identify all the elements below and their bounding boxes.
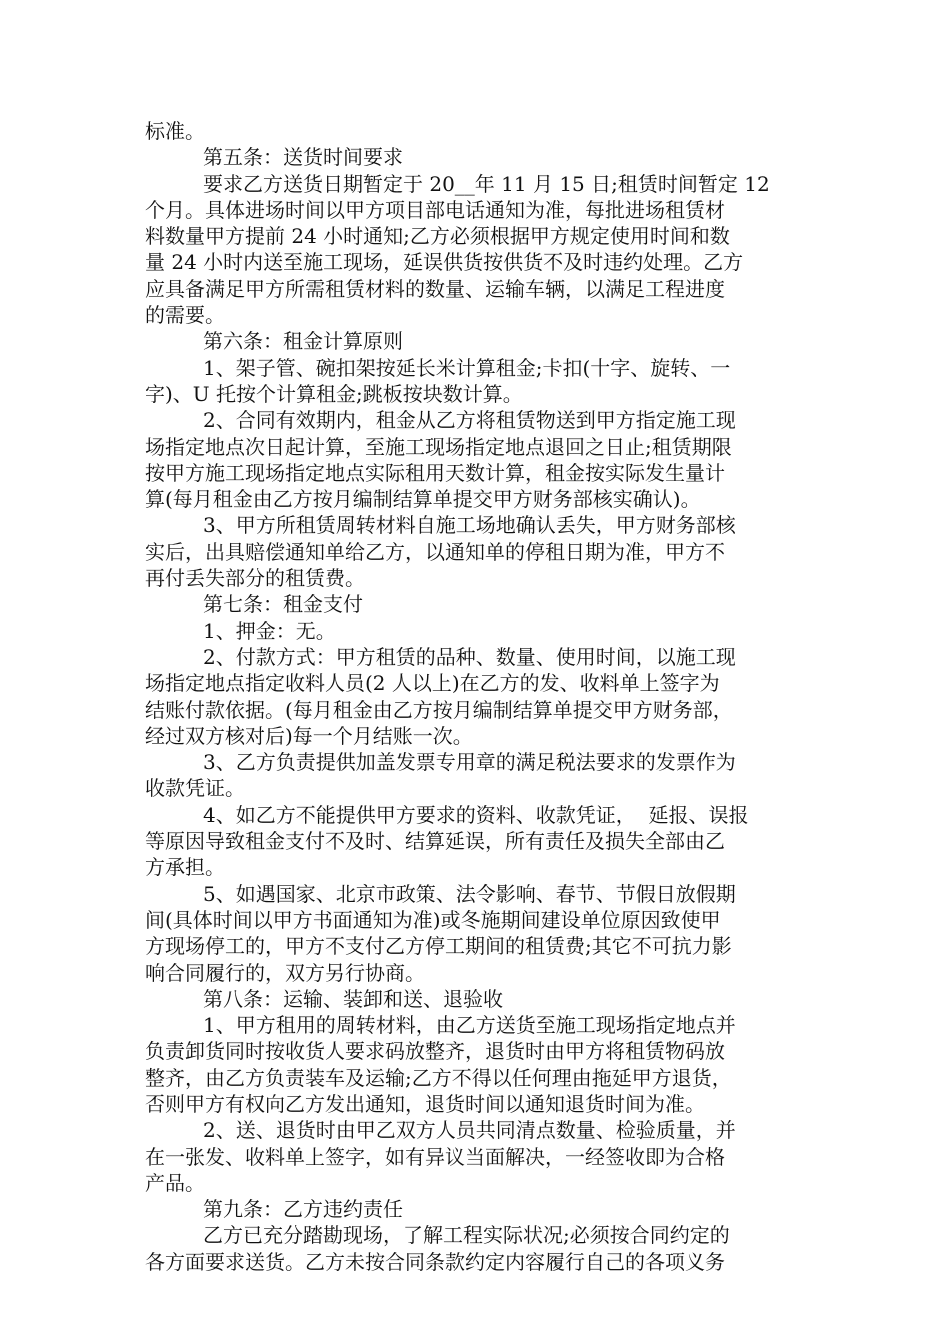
paragraph-line-indented: 要求乙方送货日期暂定于 20__年 11 月 15 日;租赁时间暂定 12 <box>203 171 770 196</box>
paragraph-line-indented: 1、甲方租用的周转材料，由乙方送货至施工现场指定地点并 <box>203 1013 736 1038</box>
paragraph-line: 应具备满足甲方所需租赁材料的数量、运输车辆，以满足工程进度 <box>145 276 725 301</box>
paragraph-line-indented: 第九条：乙方违约责任 <box>203 1197 403 1222</box>
paragraph-line: 按甲方施工现场指定地点实际租用天数计算，租金按实际发生量计 <box>145 460 725 485</box>
paragraph-line: 方现场停工的，甲方不支付乙方停工期间的租赁费;其它不可抗力影 <box>145 934 732 959</box>
paragraph-line: 个月。具体进场时间以甲方项目部电话通知为准，每批进场租赁材 <box>145 197 725 222</box>
paragraph-line-indented: 3、甲方所租赁周转材料自施工场地确认丢失，甲方财务部核 <box>203 513 736 538</box>
paragraph-line-indented: 第六条：租金计算原则 <box>203 329 403 354</box>
paragraph-line: 整齐，由乙方负责装车及运输;乙方不得以任何理由拖延甲方退货， <box>145 1065 732 1090</box>
paragraph-line: 再付丢失部分的租赁费。 <box>145 566 365 591</box>
paragraph-line: 料数量甲方提前 24 小时通知;乙方必须根据甲方规定使用时间和数 <box>145 224 730 249</box>
paragraph-line: 实后，出具赔偿通知单给乙方，以通知单的停租日期为准，甲方不 <box>145 539 725 564</box>
paragraph-line-indented: 1、架子管、碗扣架按延长米计算租金;卡扣(十字、旋转、一 <box>203 355 731 380</box>
paragraph-line-indented: 乙方已充分踏勘现场，了解工程实际状况;必须按合同约定的 <box>203 1223 730 1248</box>
paragraph-line: 响合同履行的，双方另行协商。 <box>145 960 425 985</box>
paragraph-line: 场指定地点指定收料人员(2 人以上)在乙方的发、收料单上签字为 <box>145 671 720 696</box>
paragraph-line: 量 24 小时内送至施工现场，延误供货按供货不及时违约处理。乙方 <box>145 250 744 275</box>
paragraph-line: 字)、U 托按个计算租金;跳板按块数计算。 <box>145 381 523 406</box>
paragraph-line: 等原因导致租金支付不及时、结算延误，所有责任及损失全部由乙 <box>145 829 725 854</box>
paragraph-line: 场指定地点次日起计算，至施工现场指定地点退回之日止;租赁期限 <box>145 434 732 459</box>
paragraph-line: 经过双方核对后)每一个月结账一次。 <box>145 723 473 748</box>
paragraph-line: 的需要。 <box>145 303 225 328</box>
paragraph-line-indented: 3、乙方负责提供加盖发票专用章的满足税法要求的发票作为 <box>203 750 736 775</box>
paragraph-line: 收款凭证。 <box>145 776 245 801</box>
paragraph-line-indented: 2、送、退货时由甲乙双方人员共同清点数量、检验质量，并 <box>203 1118 736 1143</box>
paragraph-line: 各方面要求送货。乙方未按合同条款约定内容履行自己的各项义务 <box>145 1249 725 1274</box>
document-body <box>145 118 805 1275</box>
paragraph-line: 负责卸货同时按收货人要求码放整齐，退货时由甲方将租赁物码放 <box>145 1039 725 1064</box>
paragraph-line-indented: 第八条：运输、装卸和送、退验收 <box>203 986 503 1011</box>
paragraph-line: 否则甲方有权向乙方发出通知，退货时间以通知退货时间为准。 <box>145 1091 705 1116</box>
paragraph-line-indented: 2、付款方式：甲方租赁的品种、数量、使用时间，以施工现 <box>203 644 736 669</box>
paragraph-line-indented: 第五条：送货时间要求 <box>203 145 403 170</box>
paragraph-line: 方承担。 <box>145 855 225 880</box>
paragraph-line: 在一张发、收料单上签字，如有异议当面解决，一经签收即为合格 <box>145 1144 725 1169</box>
paragraph-line-indented: 4、如乙方不能提供甲方要求的资料、收款凭证， 延报、误报 <box>203 802 749 827</box>
paragraph-line: 产品。 <box>145 1170 205 1195</box>
paragraph-line-indented: 1、押金：无。 <box>203 618 336 643</box>
paragraph-line-indented: 2、合同有效期内，租金从乙方将租赁物送到甲方指定施工现 <box>203 408 736 433</box>
paragraph-line: 结账付款依据。(每月租金由乙方按月编制结算单提交甲方财务部， <box>145 697 733 722</box>
paragraph-line-indented: 第七条：租金支付 <box>203 592 363 617</box>
paragraph-line: 间(具体时间以甲方书面通知为准)或冬施期间建设单位原因致使甲 <box>145 907 721 932</box>
paragraph-line: 标准。 <box>145 119 205 143</box>
paragraph-line: 算(每月租金由乙方按月编制结算单提交甲方财务部核实确认)。 <box>145 487 701 512</box>
paragraph-line-indented: 5、如遇国家、北京市政策、法令影响、春节、节假日放假期 <box>203 881 736 906</box>
